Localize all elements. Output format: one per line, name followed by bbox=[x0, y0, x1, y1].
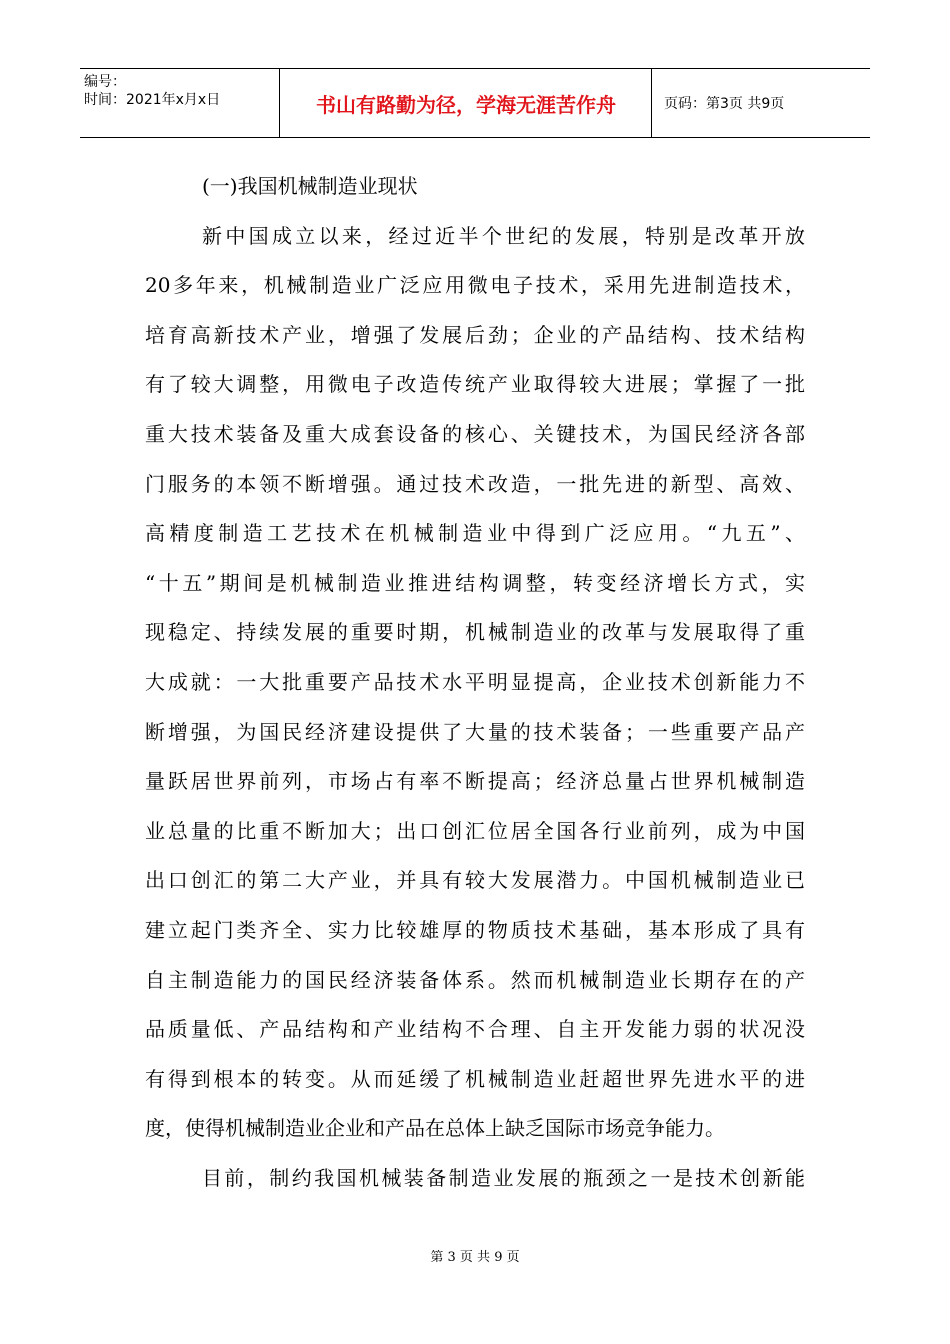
text-line: 目前，制约我国机械装备制造业发展的瓶颈之一是技术创新能 bbox=[202, 1165, 805, 1190]
page-header bbox=[80, 68, 870, 138]
header-motto: 书山有路勤为径，学海无涯苦作舟 bbox=[281, 69, 652, 137]
text-line: 培育高新技术产业，增强了发展后劲；企业的产品结构、技术结构 bbox=[145, 322, 805, 347]
page-footer: 第 3 页 共 9 页 bbox=[430, 1250, 520, 1265]
text-line: 有了较大调整，用微电子改造传统产业取得较大进展；掌握了一批 bbox=[145, 372, 805, 397]
text-line: 建立起门类齐全、实力比较雄厚的物质技术基础，基本形成了具有 bbox=[145, 917, 805, 942]
text-line: 20多年来，机械制造业广泛应用微电子技术，采用先进制造技术， bbox=[145, 273, 805, 298]
header-meta bbox=[80, 69, 280, 137]
text-line: 出口创汇的第二大产业，并具有较大发展潜力。中国机械制造业已 bbox=[145, 868, 805, 893]
text-line: 新中国成立以来，经过近半个世纪的发展，特别是改革开放 bbox=[202, 223, 805, 248]
paragraph-1 bbox=[145, 212, 805, 1154]
text-line: 量跃居世界前列，市场占有率不断提高；经济总量占世界机械制造 bbox=[145, 769, 805, 794]
text-line: 自主制造能力的国民经济装备体系。然而机械制造业长期存在的产 bbox=[145, 967, 805, 992]
section-title: (一)我国机械制造业现状 bbox=[202, 174, 418, 198]
document-body bbox=[145, 162, 805, 1203]
text-line: 度，使得机械制造业企业和产品在总体上缺乏国际市场竞争能力。 bbox=[145, 1116, 725, 1141]
number-label: 编号： bbox=[84, 74, 126, 90]
text-line: 门服务的本领不断增强。通过技术改造，一批先进的新型、高效、 bbox=[145, 471, 805, 496]
text-line: 品质量低、产品结构和产业结构不合理、自主开发能力弱的状况没 bbox=[145, 1017, 805, 1042]
paragraph-2 bbox=[145, 1154, 805, 1204]
text-line: 有得到根本的转变。从而延缓了机械制造业赶超世界先进水平的进 bbox=[145, 1066, 805, 1091]
date-label: 时间：2021年x月x日 bbox=[84, 92, 221, 108]
text-line: 大成就：一大批重要产品技术水平明显提高，企业技术创新能力不 bbox=[145, 669, 805, 694]
text-line: 高精度制造工艺技术在机械制造业中得到广泛应用。“九五”、 bbox=[145, 521, 805, 546]
text-line: “十五”期间是机械制造业推进结构调整，转变经济增长方式，实 bbox=[145, 570, 805, 595]
header-page-label: 页码：第3页 共9页 bbox=[664, 96, 785, 112]
text-line: 现稳定、持续发展的重要时期，机械制造业的改革与发展取得了重 bbox=[145, 620, 805, 645]
text-line: 业总量的比重不断加大；出口创汇位居全国各行业前列，成为中国 bbox=[145, 818, 805, 843]
text-line: 重大技术装备及重大成套设备的核心、关键技术，为国民经济各部 bbox=[145, 421, 805, 446]
text-line: 断增强，为国民经济建设提供了大量的技术装备；一些重要产品产 bbox=[145, 719, 805, 744]
